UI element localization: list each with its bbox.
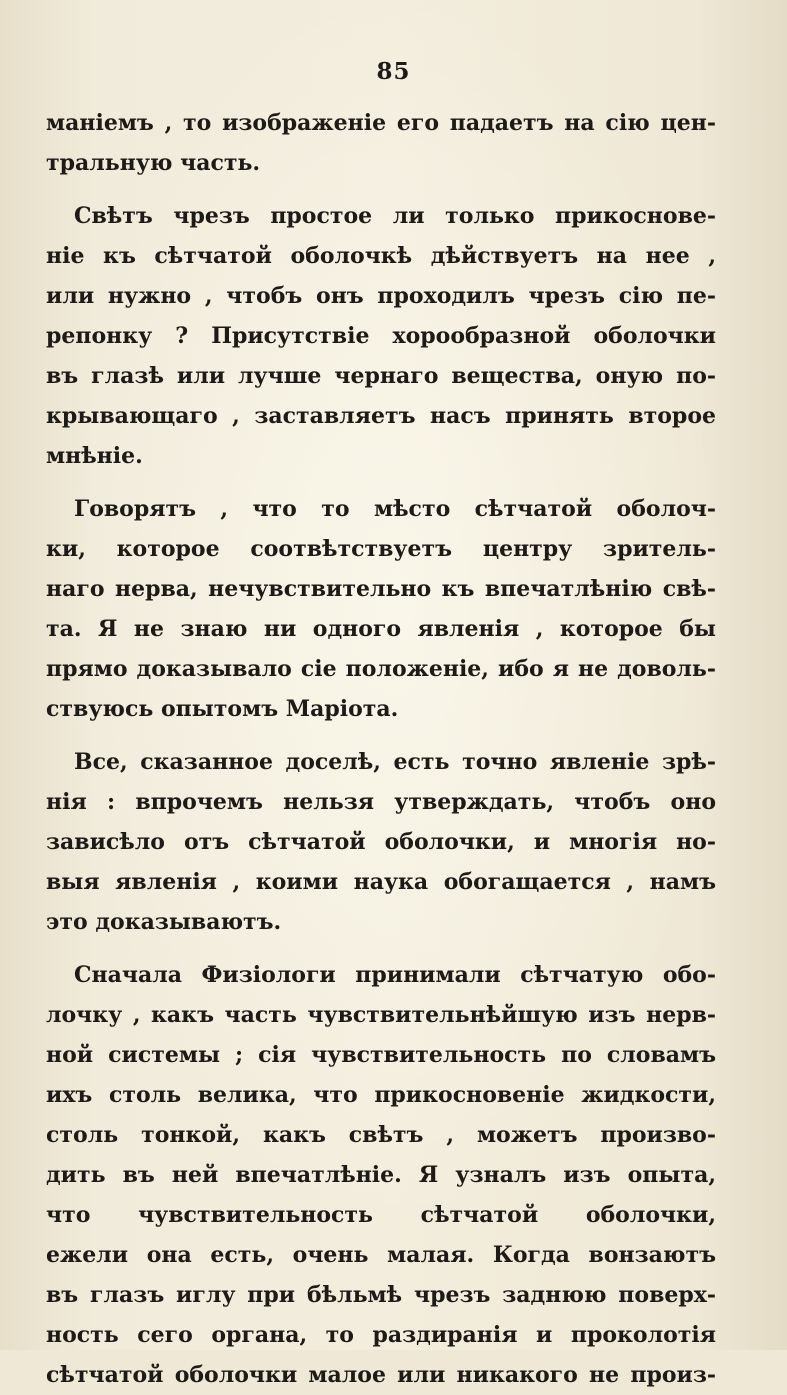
text-line: столь тонкой, какъ свѣтъ , можетъ произво- <box>46 1122 716 1148</box>
text-line: ежели она есть, очень малая. Когда вонзаютъ <box>46 1242 716 1268</box>
text-line: Все, сказанное доселѣ, есть точно явленіе зрѣ- <box>74 749 716 775</box>
page-number: 85 <box>376 58 411 85</box>
body-text <box>46 103 716 1395</box>
text-line: крывающаго , заставляетъ насъ принять второе <box>46 403 716 429</box>
text-line: мнѣніе. <box>46 443 143 469</box>
text-line: Свѣтъ чрезъ простое ли только прикоснове- <box>74 203 716 229</box>
text-line: или нужно , чтобъ онъ проходилъ чрезъ сію пе- <box>46 283 716 309</box>
paragraph-gap <box>46 183 716 196</box>
text-line: ность сего органа, то раздиранія и проколотія <box>46 1322 716 1348</box>
text-line: Сначала Физіологи принимали сѣтчатую обо- <box>74 962 716 988</box>
text-line: ніе къ сѣтчатой оболочкѣ дѣйствуетъ на нее , <box>46 243 716 269</box>
paragraph <box>46 742 716 942</box>
text-line: ствуюсь опытомъ Маріота. <box>46 696 399 722</box>
text-line: въ глазъ иглу при бѣльмѣ чрезъ заднюю поверх- <box>46 1282 716 1308</box>
text-line: дить въ ней впечатлѣніе. Я узналъ изъ опыта, <box>46 1162 716 1188</box>
text-line: нія : впрочемъ нельзя утверждать, чтобъ оно <box>46 789 716 815</box>
paragraph-gap <box>46 476 716 489</box>
text-line: та. Я не знаю ни одного явленія , которое бы <box>46 616 716 642</box>
text-line: выя явленія , коими наука обогащается , намъ <box>46 869 716 895</box>
paragraph <box>46 489 716 729</box>
paragraph <box>46 196 716 476</box>
text-line: лочку , какъ часть чувствительнѣйшую изъ нерв- <box>46 1002 716 1028</box>
paragraph-gap <box>46 729 716 742</box>
text-line: прямо доказывало сіе положеніе, ибо я не доволь- <box>46 656 716 682</box>
paragraph <box>46 955 716 1395</box>
text-line: маніемъ , то изображеніе его падаетъ на сію цен- <box>46 110 716 136</box>
paragraph-gap <box>46 942 716 955</box>
text-line: ихъ столь велика, что прикосновеніе жидкости, <box>46 1082 716 1108</box>
text-line: сѣтчатой оболочки малое или никакого не произ- <box>46 1362 716 1388</box>
text-line: въ глазѣ или лучше чернаго вещества, оную по- <box>46 363 716 389</box>
text-line: репонку ? Присутствіе хорообразной оболочки <box>46 323 716 349</box>
text-line: Говорятъ , что то мѣсто сѣтчатой оболоч- <box>74 496 716 522</box>
text-line: что чувствительность сѣтчатой оболочки, <box>46 1202 716 1228</box>
text-line: ки, которое соотвѣтствуетъ центру зритель- <box>46 536 716 562</box>
text-line: тральную часть. <box>46 150 261 176</box>
text-line: зависѣло отъ сѣтчатой оболочки, и многія но- <box>46 829 716 855</box>
text-line: ной системы ; сія чувствительность по словамъ <box>46 1042 716 1068</box>
text-line: это доказываютъ. <box>46 909 282 935</box>
paragraph <box>46 103 716 183</box>
text-line: наго нерва, нечувствительно къ впечатлѣнію свѣ- <box>46 576 716 602</box>
